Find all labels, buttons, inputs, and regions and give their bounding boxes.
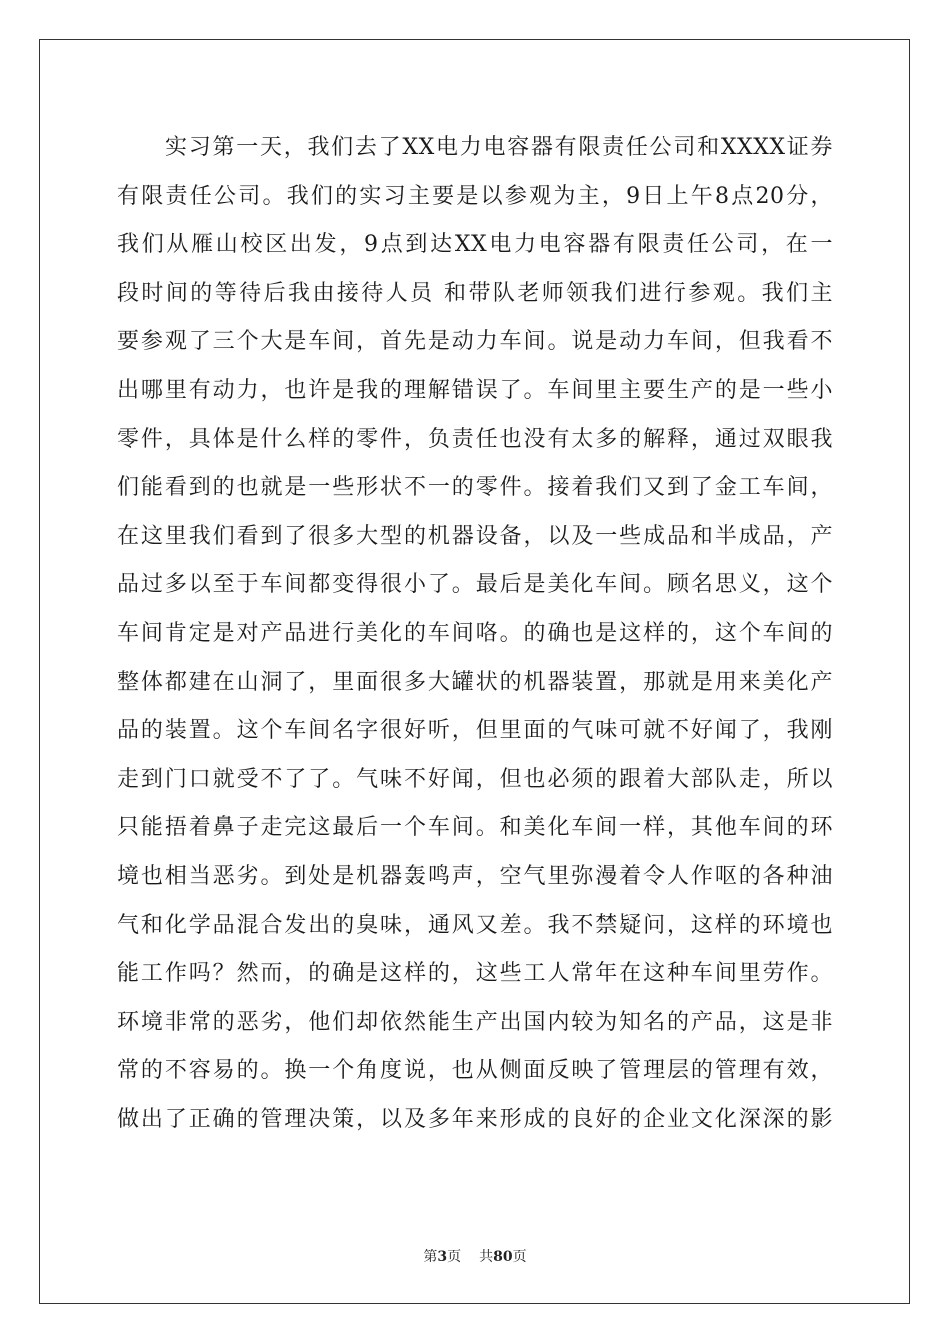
text-line: 气和化学品混合发出的臭味，通风又差。我不禁疑问，这样的环境也 [117, 912, 833, 938]
text-line: 品过多以至于车间都变得很小了。最后是美化车间。顾名思义，这个 [117, 572, 833, 598]
text-line: 境也相当恶劣。到处是机器轰鸣声，空气里弥漫着令人作呕的各种油 [117, 863, 833, 889]
text-line: 在这里我们看到了很多大型的机器设备，以及一些成品和半成品，产 [117, 523, 833, 549]
total-prefix: 共 [479, 1249, 494, 1265]
text-line: 要参观了三个大是车间，首先是动力车间。说是动力车间，但我看不 [117, 329, 833, 355]
text-line: 整体都建在山洞了，里面很多大罐状的机器装置，那就是用来美化产 [117, 669, 833, 695]
total-suffix: 页 [512, 1249, 527, 1265]
text-line: 常的不容易的。换一个角度说，也从侧面反映了管理层的管理有效， [117, 1058, 833, 1084]
text-line: 实习第一天，我们去了XX电力电容器有限责任公司和XXXX证券 [165, 135, 833, 160]
page-number: 3 [437, 1249, 448, 1265]
text-line: 车间肯定是对产品进行美化的车间咯。的确也是这样的，这个车间的 [117, 620, 833, 646]
text-line: 们能看到的也就是一些形状不一的零件。接着我们又到了金工车间， [117, 475, 833, 501]
page-footer [0, 1246, 950, 1266]
text-line: 我们从雁山校区出发，9点到达XX电力电容器有限责任公司，在一 [117, 232, 833, 258]
text-line: 只能捂着鼻子走完这最后一个车间。和美化车间一样，其他车间的环 [117, 815, 833, 841]
text-line: 做出了正确的管理决策，以及多年来形成的良好的企业文化深深的影 [117, 1106, 833, 1132]
text-line: 能工作吗？然而，的确是这样的，这些工人常年在这种车间里劳作。 [117, 961, 833, 987]
text-line: 品的装置。这个车间名字很好听，但里面的气味可就不好闻了，我刚 [117, 718, 833, 744]
text-line: 有限责任公司。我们的实习主要是以参观为主，9日上午8点20分， [117, 183, 833, 209]
text-line: 环境非常的恶劣，他们却依然能生产出国内较为知名的产品，这是非 [117, 1009, 833, 1035]
body-paragraph [117, 124, 833, 1144]
page-prefix: 第 [423, 1249, 438, 1265]
text-line: 段时间的等待后我由接待人员 和带队老师领我们进行参观。我们主 [117, 280, 833, 306]
page-suffix: 页 [447, 1249, 462, 1265]
text-line: 零件，具体是什么样的零件，负责任也没有太多的解释，通过双眼我 [117, 426, 833, 452]
text-line: 出哪里有动力，也许是我的理解错误了。车间里主要生产的是一些小 [117, 377, 833, 403]
text-line: 走到门口就受不了了。气味不好闻，但也必须的跟着大部队走，所以 [117, 766, 833, 792]
total-pages: 80 [493, 1249, 513, 1265]
